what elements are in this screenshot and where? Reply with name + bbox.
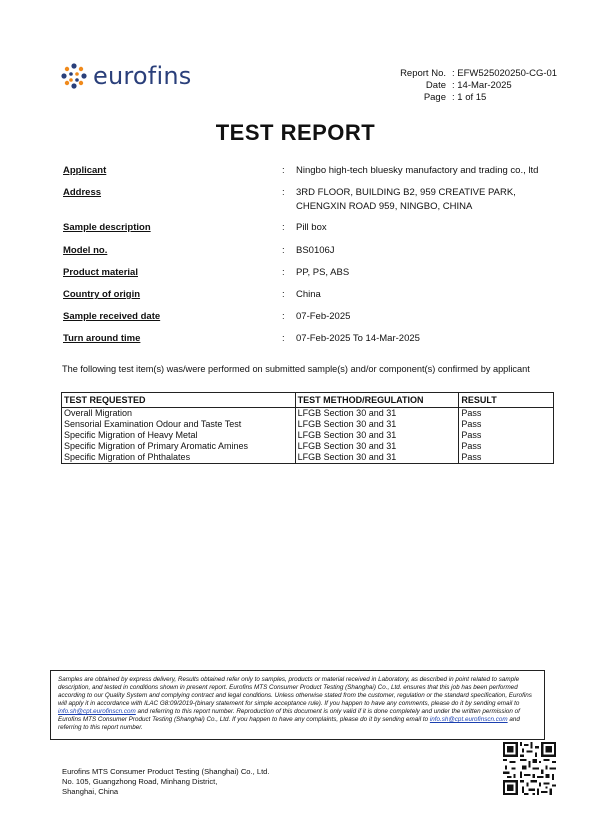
table-header-row	[62, 393, 554, 408]
table-row	[62, 419, 554, 430]
disclaimer-box	[50, 670, 545, 740]
colon: :	[282, 311, 285, 322]
eurofins-logo	[60, 62, 191, 90]
colon: :	[282, 165, 285, 176]
test-method-cell: LFGB Section 30 and 31	[295, 408, 459, 420]
disclaimer-email-link-2[interactable]: info.sh@cpt.eurofinscn.com	[429, 716, 508, 723]
product-material-label: Product material	[63, 267, 138, 278]
test-method-cell: LFGB Section 30 and 31	[295, 452, 459, 464]
page-label: Page	[423, 92, 446, 103]
model-no-label: Model no.	[63, 245, 108, 256]
header-test-requested: TEST REQUESTED	[62, 393, 296, 408]
footer-city: Shanghai, China	[62, 787, 119, 796]
header-test-method: TEST METHOD/REGULATION	[295, 393, 459, 408]
report-meta-labels	[380, 68, 446, 104]
colon: :	[282, 289, 285, 300]
result-cell: Pass	[459, 452, 554, 464]
colon: :	[282, 245, 285, 256]
disclaimer-email-link-1[interactable]: info.sh@cpt.eurofinscn.com	[58, 708, 136, 715]
footer-address	[62, 767, 270, 797]
colon: :	[282, 222, 285, 233]
colon: :	[282, 267, 285, 278]
turn-around-time-value: 07-Feb-2025 To 14-Mar-2025	[296, 333, 420, 344]
turn-around-time-label: Turn around time	[63, 333, 141, 344]
results-table	[61, 392, 554, 464]
result-cell: Pass	[459, 419, 554, 430]
applicant-value: Ningbo high-tech bluesky manufactory and trading co., ltd	[296, 165, 539, 176]
test-method-cell: LFGB Section 30 and 31	[295, 441, 459, 452]
result-cell: Pass	[459, 430, 554, 441]
date-label: Date	[425, 80, 446, 91]
test-method-cell: LFGB Section 30 and 31	[295, 419, 459, 430]
sample-description-value: Pill box	[296, 222, 327, 233]
table-row	[62, 430, 554, 441]
address-value	[296, 186, 586, 214]
report-meta-values	[452, 68, 582, 104]
sample-received-date-value: 07-Feb-2025	[296, 311, 351, 322]
test-method-cell: LFGB Section 30 and 31	[295, 430, 459, 441]
eurofins-dots-icon	[60, 62, 88, 90]
header-result: RESULT	[459, 393, 554, 408]
footer-company: Eurofins MTS Consumer Product Testing (Shanghai) Co., Ltd.	[62, 767, 270, 776]
report-no-label: Report No.	[400, 68, 446, 79]
test-requested-cell: Specific Migration of Phthalates	[62, 452, 296, 464]
address-line-2: CHENGXIN ROAD 959, NINGBO, CHINA	[296, 201, 473, 212]
disclaimer-text-2: and referring to this report number. Reproduction of this document is only valid if it is done completely and under the written permission of Eurofins MTS Consumer Product Testing (Shanghai) Co., Ltd. If you happen to have any complaints, please do it by sending email to	[58, 708, 520, 723]
disclaimer-text-3: and referring to this report number.	[58, 716, 520, 731]
qr-code-icon	[503, 742, 556, 795]
colon: :	[282, 333, 285, 344]
logo-text: eurofins	[93, 62, 192, 90]
test-requested-cell: Sensorial Examination Odour and Taste Test	[62, 419, 296, 430]
table-row	[62, 408, 554, 420]
page-value: : 1 of 15	[452, 92, 487, 103]
test-requested-cell: Specific Migration of Primary Aromatic Amines	[62, 441, 296, 452]
page-title: TEST REPORT	[215, 120, 376, 145]
country-of-origin-value: China	[296, 289, 321, 300]
sample-description-label: Sample description	[63, 222, 151, 233]
address-label: Address	[63, 187, 102, 198]
address-line-1: 3RD FLOOR, BUILDING B2, 959 CREATIVE PARK,	[296, 187, 516, 198]
table-row	[62, 452, 554, 464]
intro-text: The following test item(s) was/were performed on submitted sample(s) and/or component(s) confirmed by applicant	[62, 364, 530, 374]
report-no-value: : EFW525020250-CG-01	[452, 68, 558, 79]
sample-received-date-label: Sample received date	[63, 311, 161, 322]
model-no-value: BS0106J	[296, 245, 335, 256]
product-material-value: PP, PS, ABS	[296, 267, 350, 278]
table-row	[62, 441, 554, 452]
result-cell: Pass	[459, 441, 554, 452]
disclaimer-text-1: Samples are obtained by express delivery, Results obtained refer only to samples, products or material received in Laboratory, as described in point related to sample description, and tested in conditions shown in present report. Eurofins MTS Consumer Product Testing (Shanghai) Co., Ltd. ensures that this job has been performed according to our Quality System and complying contract and legal conditions. Unless otherwise stated from the customer, regulation or the standard specification, Eurofins will apply it in accordance with ILAC G8:09/2019-(binary statement for simple acceptance rule). If you happen to have any comments, please do it by sending email to	[58, 676, 532, 707]
test-requested-cell: Specific Migration of Heavy Metal	[62, 430, 296, 441]
footer-street: No. 105, Guangzhong Road, Minhang District,	[62, 777, 218, 786]
test-requested-cell: Overall Migration	[62, 408, 296, 420]
country-of-origin-label: Country of origin	[63, 289, 141, 300]
colon: :	[282, 187, 285, 198]
date-value: : 14-Mar-2025	[452, 80, 512, 91]
result-cell: Pass	[459, 408, 554, 420]
applicant-label: Applicant	[63, 165, 107, 176]
